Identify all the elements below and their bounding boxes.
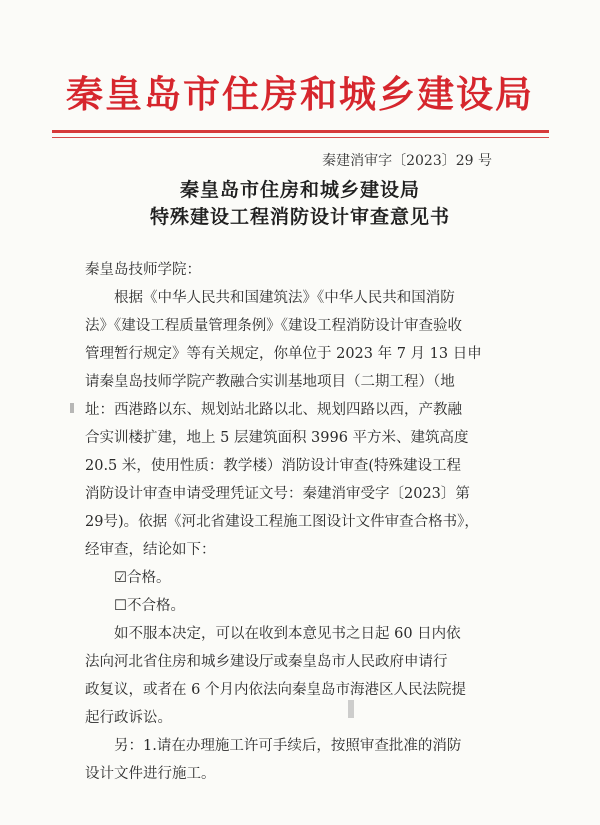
checked-box-icon: ☑ xyxy=(114,570,127,586)
option-pass xyxy=(85,564,510,592)
paragraph-line: 29号)。依据《河北省建设工程施工图设计文件审查合格书》， xyxy=(85,514,479,530)
option-fail-label: 不合格。 xyxy=(127,598,185,614)
scan-mark xyxy=(348,700,354,718)
paragraph-line: 如不服本决定，可以在收到本意见书之日起 60 日内依 xyxy=(114,626,461,642)
paragraph-line: 消防设计审查申请受理凭证文号：秦建消审受字〔2023〕第 xyxy=(85,486,470,502)
document-body xyxy=(85,256,510,788)
paragraph-line: 址：西港路以东、规划站北路以北、规划四路以西，产教融 xyxy=(85,402,462,418)
paragraph-line: 政复议，或者在 6 个月内依法向秦皇岛市海港区人民法院提 xyxy=(85,682,466,698)
scan-mark xyxy=(70,403,74,413)
paragraph-line: 法》《建设工程质量管理条例》《建设工程消防设计审查验收 xyxy=(85,318,462,334)
paragraph-line: 另：1.请在办理施工许可手续后，按照审查批准的消防 xyxy=(114,738,462,754)
paragraph-line: 请秦皇岛技师学院产教融合实训基地项目（二期工程）（地 xyxy=(85,374,455,390)
document-title-line2: 特殊建设工程消防设计审查意见书 xyxy=(149,206,450,228)
letterhead-org-name: 秦皇岛市住房和城乡建设局 xyxy=(66,73,534,116)
paragraph-basis xyxy=(85,284,510,564)
paragraph-note xyxy=(85,732,510,788)
document-title-line1: 秦皇岛市住房和城乡建设局 xyxy=(179,179,420,201)
paragraph-line: 管理暂行规定》等有关规定，你单位于 2023 年 7 月 13 日申 xyxy=(85,346,482,362)
unchecked-box-icon: ☐ xyxy=(114,598,127,614)
paragraph-line: 起行政诉讼。 xyxy=(85,710,172,726)
letterhead-rule-thin xyxy=(52,137,549,138)
paragraph-line: 法向河北省住房和城乡建设厅或秦皇岛市人民政府申请行 xyxy=(85,654,448,670)
paragraph-line: 20.5 米，使用性质：教学楼）消防设计审查(特殊建设工程 xyxy=(85,458,462,474)
letterhead-rule-thick xyxy=(52,130,549,133)
addressee: 秦皇岛技师学院： xyxy=(85,262,201,278)
option-fail xyxy=(85,592,510,620)
paragraph-line: 根据《中华人民共和国建筑法》《中华人民共和国消防 xyxy=(114,290,455,306)
option-pass-label: 合格。 xyxy=(127,570,171,586)
document-number: 秦建消审字〔2023〕29 号 xyxy=(322,153,492,169)
paragraph-line: 经审查，结论如下： xyxy=(85,542,216,558)
paragraph-appeal xyxy=(85,620,510,732)
paragraph-line: 设计文件进行施工。 xyxy=(85,766,216,782)
paragraph-line: 合实训楼扩建，地上 5 层建筑面积 3996 平方米、建筑高度 xyxy=(85,430,469,446)
